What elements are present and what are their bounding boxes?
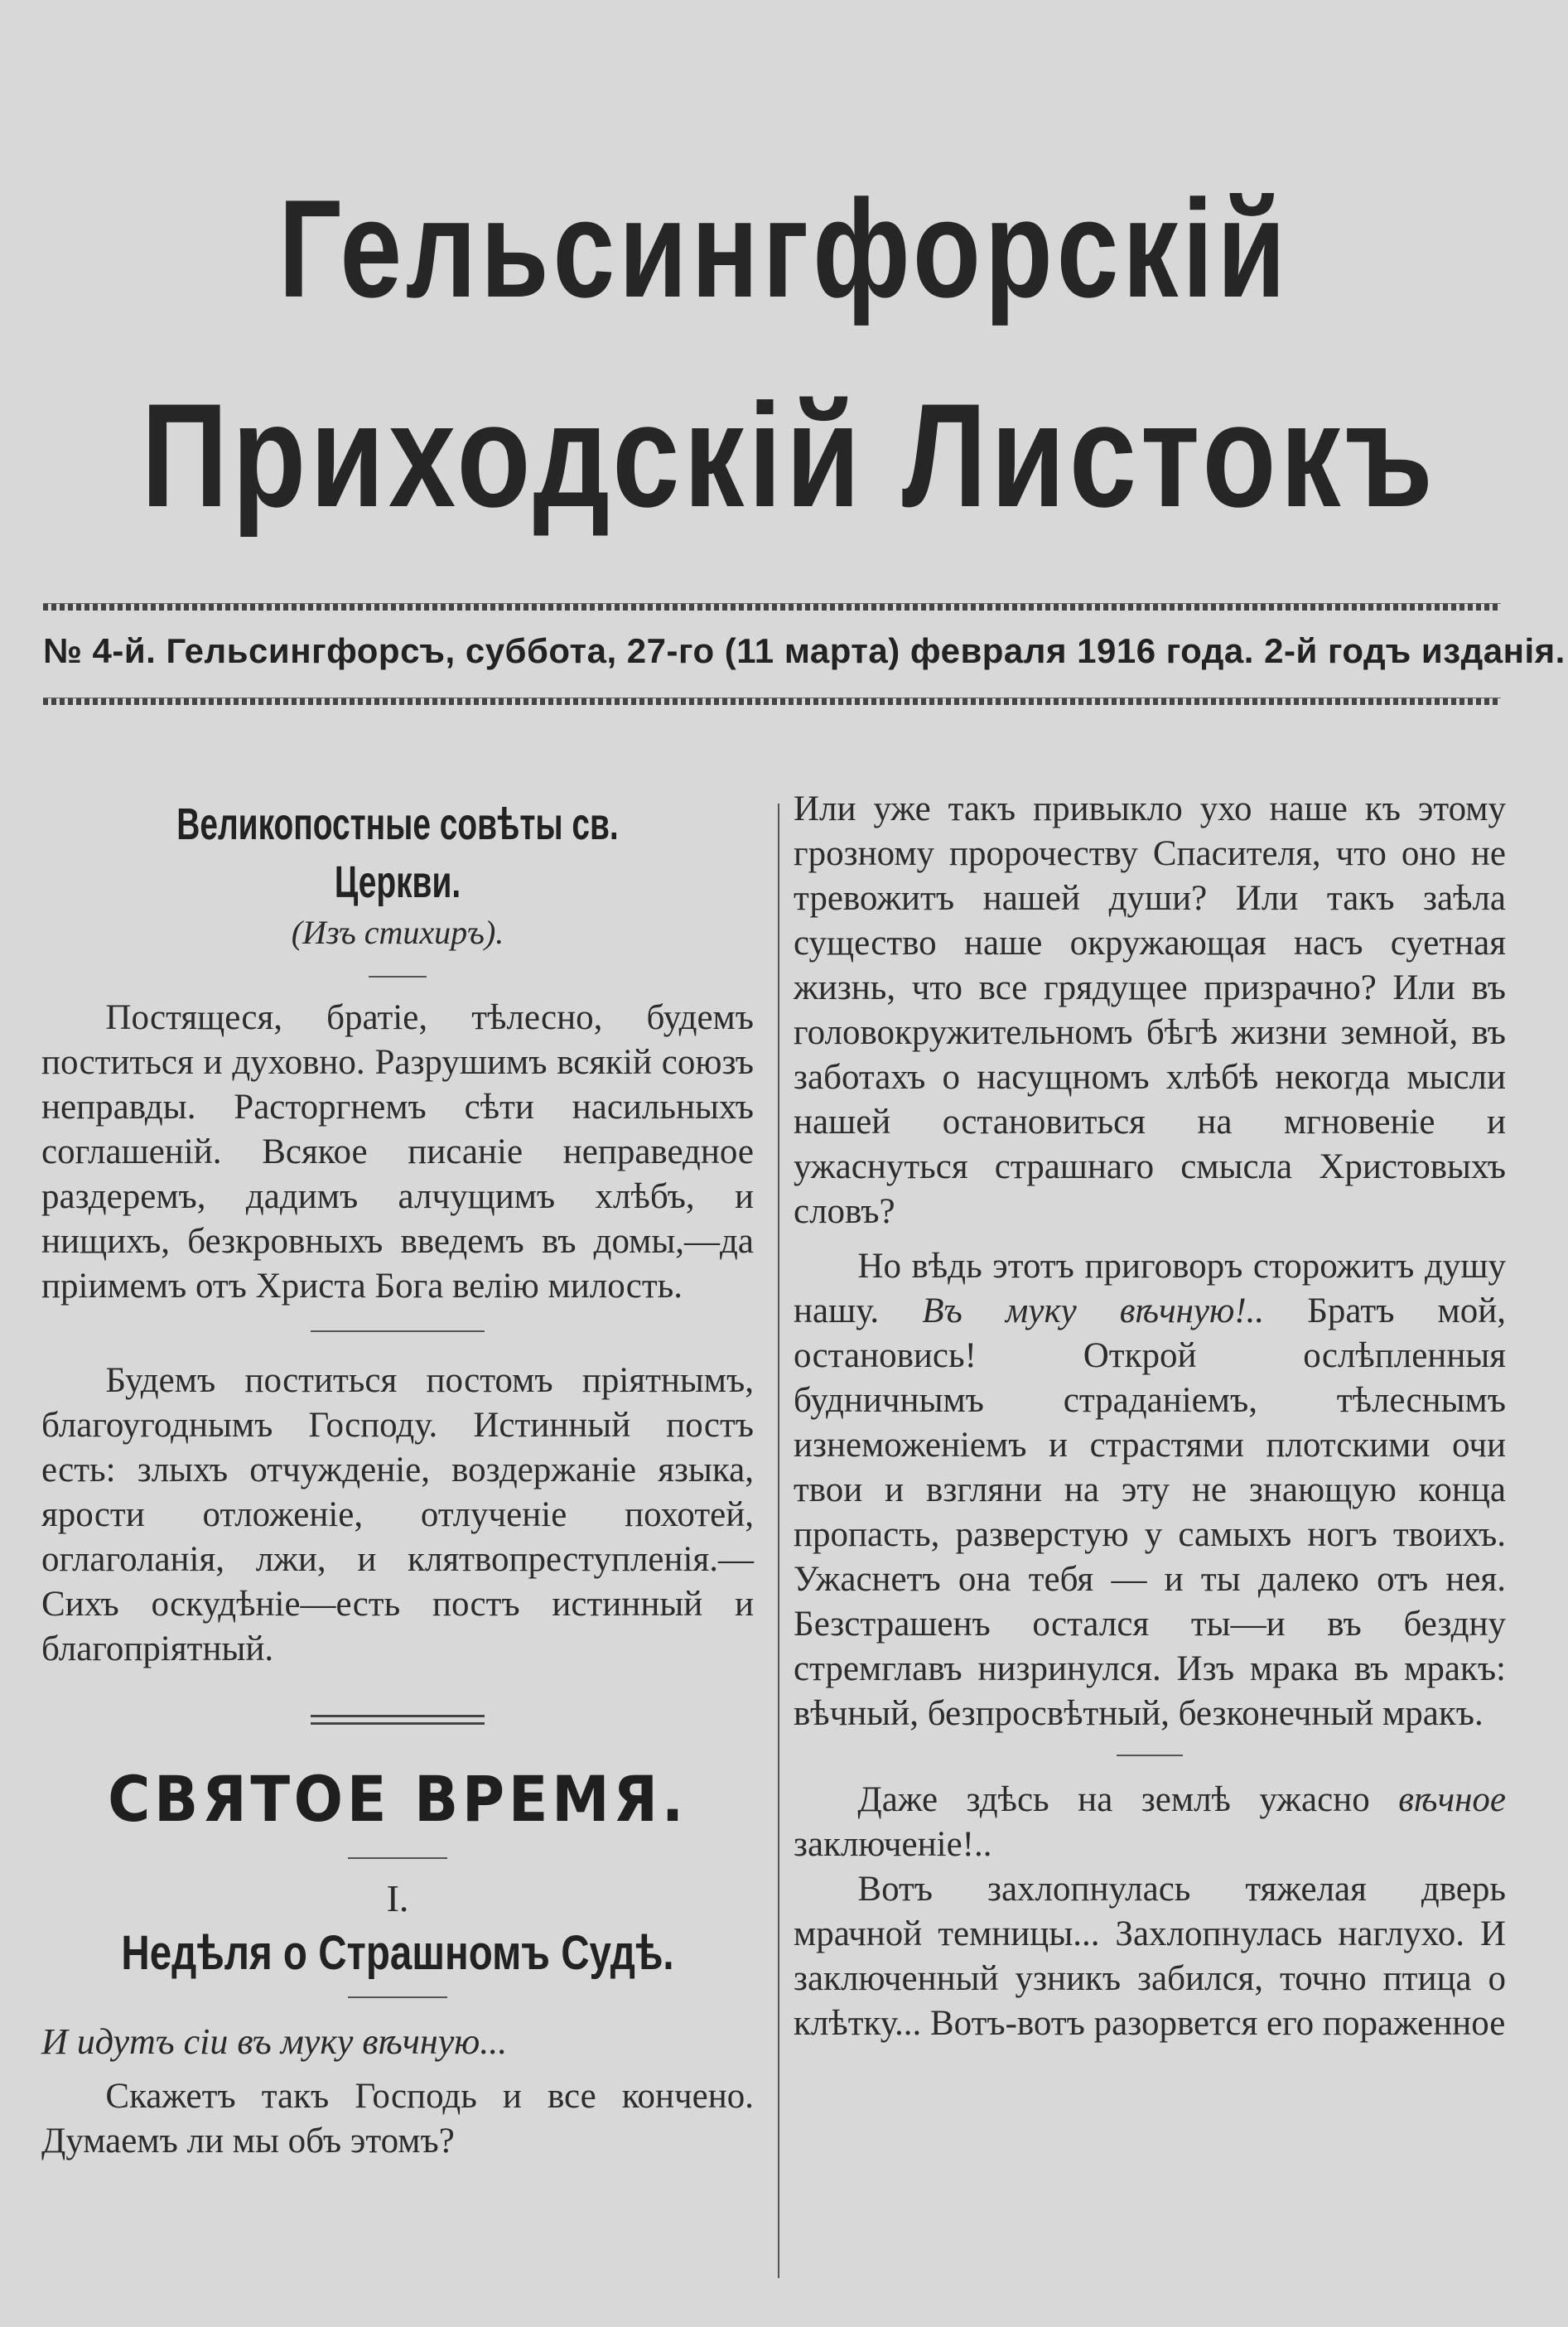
column-divider xyxy=(778,804,779,2278)
ornamental-rule-top xyxy=(43,603,1501,611)
holy-time-heading: СВЯТОЕ ВРЕМЯ. xyxy=(108,1762,688,1836)
masthead-title-line-1: Гельсингфорскій xyxy=(278,171,1290,326)
short-rule xyxy=(369,976,427,978)
paragraph-text: Но вѣдь этотъ приговоръ сторожитъ душу нашу. xyxy=(794,1247,1506,1330)
lent-paragraph-1: Постящеся, братіе, тѣлесно, будемъ поститься и духовно. Разрушимъ всякій союзъ неправды. Расторгнемъ сѣти насильныхъ соглашеній. Всякое писаніе неправедное раздеремъ, дадимъ алчущимъ хлѣбъ, и нищихъ, безкровныхъ введемъ въ домы,—да пріимемъ отъ Христа Бога велію милость. xyxy=(41,998,754,1306)
short-rule xyxy=(1117,1755,1183,1756)
emphasis-text: вѣчное xyxy=(1398,1780,1506,1819)
paragraph-text: заключеніе!.. xyxy=(794,1825,992,1864)
emphasis-text: Въ муку вѣчную!.. xyxy=(922,1291,1265,1330)
last-judgment-heading: Недѣля о Страшномъ Судѣ. xyxy=(121,1926,674,1980)
left-column xyxy=(41,787,754,2164)
lent-advice-title: Великопостные совѣты св. Церкви. xyxy=(176,799,619,907)
judgment-paragraph-4 xyxy=(794,1778,1506,1867)
section-number: I. xyxy=(386,1877,409,1919)
epigraph: И идутъ сіи въ муку вѣчную... xyxy=(41,2021,508,2062)
ornamental-rule-bottom xyxy=(43,698,1501,705)
masthead xyxy=(0,166,1568,547)
right-column xyxy=(794,787,1506,2046)
paragraph-rule xyxy=(311,1330,485,1332)
short-rule xyxy=(348,1857,447,1859)
paragraph-text: Даже здѣсь на землѣ ужасно xyxy=(857,1780,1399,1819)
judgment-paragraph-5: Вотъ захлопнулась тяжелая дверь мрачной темницы... Захлопнулась наглухо. И заключенный узникъ забился, точно птица о клѣтку... Вотъ-вотъ разорвется его пораженное xyxy=(794,1870,1506,2043)
double-rule xyxy=(311,1715,485,1725)
lent-paragraph-2: Будемъ поститься постомъ пріятнымъ, благоугоднымъ Господу. Истинный постъ есть: злыхъ отчужденіе, воздержаніе языка, ярости отложеніе, отлученіе похотей, оглаголанія, лжи, и клятвопреступленія.—Сихъ оскудѣніе—есть постъ истинный и благопріятный. xyxy=(41,1361,754,1668)
judgment-paragraph-3 xyxy=(794,1244,1506,1736)
short-rule xyxy=(348,1996,447,1998)
judgment-paragraph-2: Или уже такъ привыкло ухо наше къ этому грозному пророчеству Спасителя, что оно не тревожитъ нашей души? Или такъ заѣла существо наше окружающая насъ суетная жизнь, что все грядущее призрачно? Или въ головокружительномъ бѣгѣ жизни земной, въ заботахъ о насущномъ хлѣбѣ некогда мысли нашей остановиться на мгновеніе и ужаснуться страшнаго смысла Христовыхъ словъ? xyxy=(794,789,1506,1231)
paragraph-text: Братъ мой, остановись! Открой ослѣпленныя будничнымъ страданіемъ, тѣлеснымъ изнеможеніемъ и страстями плотскими очи твои и взгляни на эту не знающую конца пропасть, разверстую у самыхъ ногъ твоихъ. Ужаснетъ она тебя — и ты далеко отъ нея. Безстрашенъ остался ты—и въ бездну стремглавъ низринулся. Изъ мрака въ мракъ: вѣчный, безпросвѣтный, безконечный мракъ. xyxy=(794,1291,1506,1733)
lent-advice-subtitle: (Изъ стихиръ). xyxy=(291,914,504,951)
masthead-title-line-2: Приходскій Листокъ xyxy=(141,373,1437,538)
judgment-paragraph-1: Скажетъ такъ Господь и все кончено. Думаемъ ли мы объ этомъ? xyxy=(41,2077,754,2160)
issue-line: № 4-й. Гельсингфорсъ, суббота, 27-го (11 марта) февраля 1916 года. 2-й годъ изданія. xyxy=(43,631,1566,670)
